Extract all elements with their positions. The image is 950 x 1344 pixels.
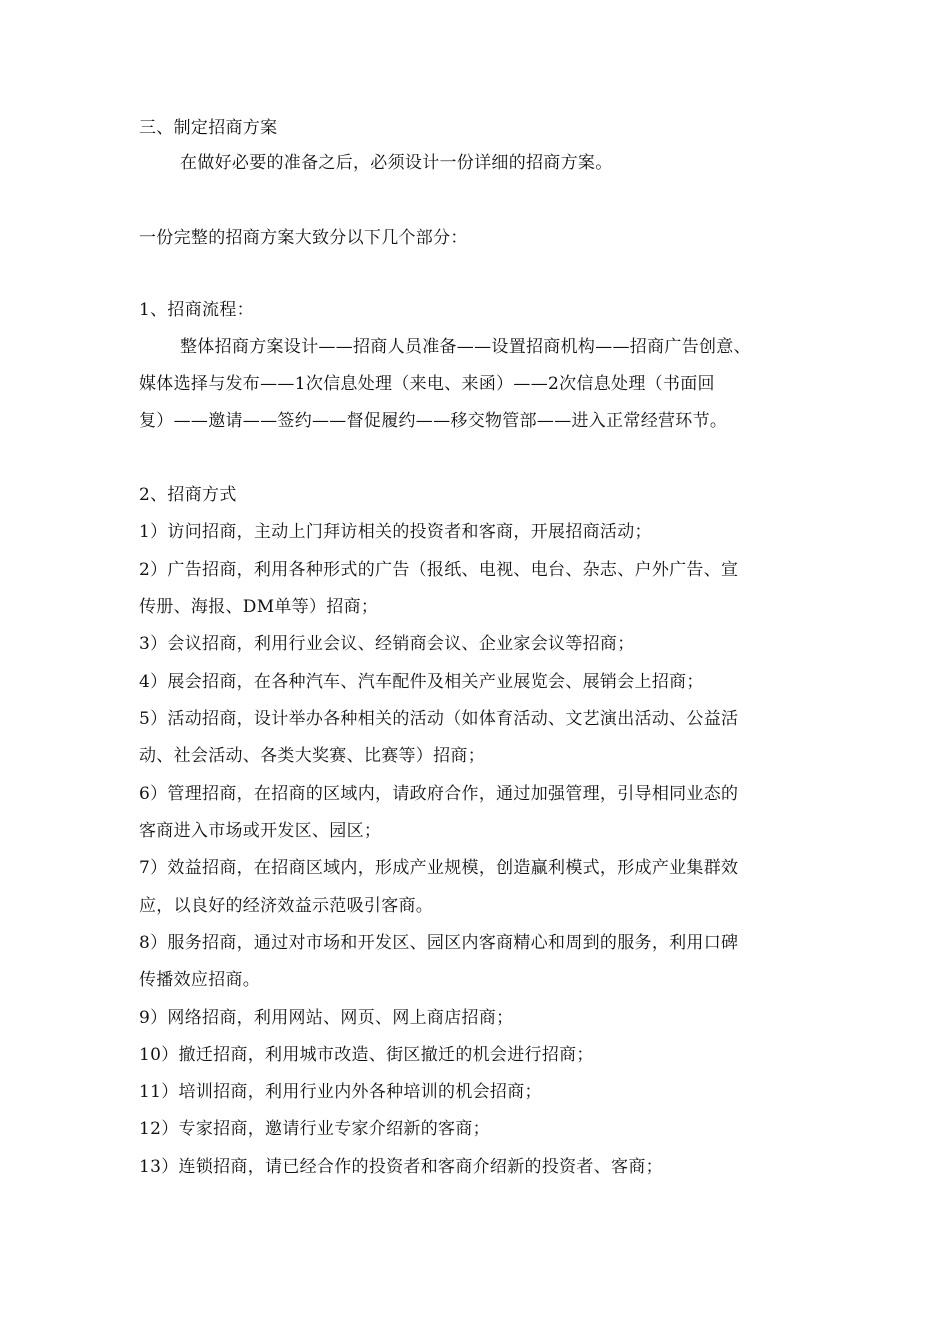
method-line: 12）专家招商，邀请行业专家介绍新的客商； xyxy=(139,1119,490,1139)
parts-intro: 一份完整的招商方案大致分以下几个部分： xyxy=(139,228,468,248)
process-heading: 1、招商流程： xyxy=(139,300,254,320)
intro-paragraph: 在做好必要的准备之后，必须设计一份详细的招商方案。 xyxy=(180,153,613,173)
method-line: 6）管理招商，在招商的区域内，请政府合作，通过加强管理，引导相同业态的 xyxy=(139,784,739,804)
methods-heading: 2、招商方式 xyxy=(139,485,237,505)
method-line: 10）撤迁招商，利用城市改造、街区撤迁的机会进行招商； xyxy=(139,1045,594,1065)
method-line: 7）效益招商，在招商区域内，形成产业规模，创造赢利模式，形成产业集群效 xyxy=(139,858,739,878)
method-line: 2）广告招商，利用各种形式的广告（报纸、电视、电台、杂志、户外广告、宣 xyxy=(139,560,739,580)
method-line: 11）培训招商，利用行业内外各种培训的机会招商； xyxy=(139,1082,542,1102)
process-line: 复）——邀请——签约——督促履约——移交物管部——进入正常经营环节。 xyxy=(139,411,728,431)
method-line: 应，以良好的经济效益示范吸引客商。 xyxy=(139,896,434,916)
process-line: 整体招商方案设计——招商人员准备——设置招商机构——招商广告创意、 xyxy=(180,337,751,357)
method-line: 传播效应招商。 xyxy=(139,970,261,990)
method-line: 5）活动招商，设计举办各种相关的活动（如体育活动、文艺演出活动、公益活 xyxy=(139,709,739,729)
method-line: 传册、海报、DM单等）招商； xyxy=(139,597,379,617)
method-line: 9）网络招商，利用网站、网页、网上商店招商； xyxy=(139,1008,514,1028)
method-line: 4）展会招商，在各种汽车、汽车配件及相关产业展览会、展销会上招商； xyxy=(139,672,704,692)
method-line: 13）连锁招商，请已经合作的投资者和客商介绍新的投资者、客商； xyxy=(139,1157,663,1177)
method-line: 1）访问招商，主动上门拜访相关的投资者和客商，开展招商活动； xyxy=(139,522,652,542)
method-line: 3）会议招商，利用行业会议、经销商会议、企业家会议等招商； xyxy=(139,634,635,654)
method-line: 客商进入市场或开发区、园区； xyxy=(139,821,382,841)
process-line: 媒体选择与发布——1次信息处理（来电、来函）——2次信息处理（书面回 xyxy=(139,374,715,394)
method-line: 动、社会活动、各类大奖赛、比赛等）招商； xyxy=(139,746,485,766)
method-line: 8）服务招商，通过对市场和开发区、园区内客商精心和周到的服务，利用口碑 xyxy=(139,933,739,953)
section-heading: 三、制定招商方案 xyxy=(139,118,278,138)
